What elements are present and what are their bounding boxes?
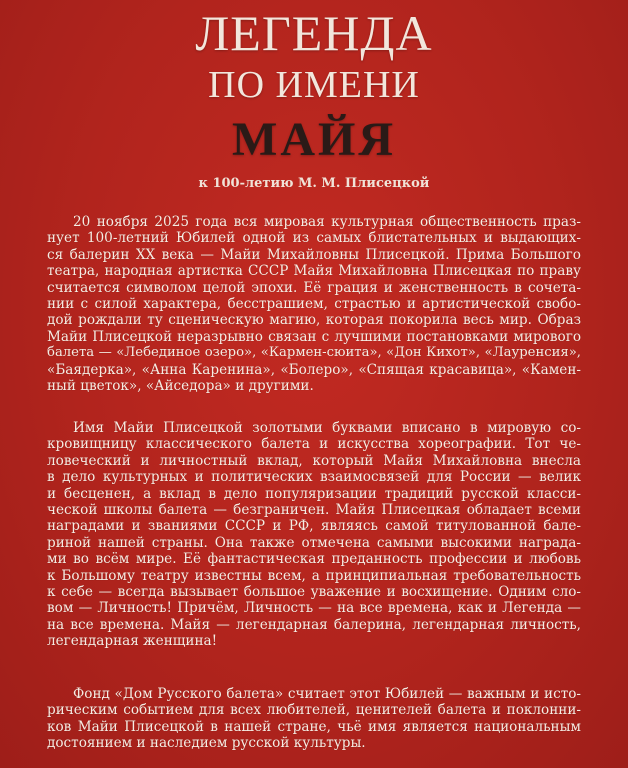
paragraph-line: достоянием и наследием русской культуры. [47, 735, 366, 752]
subtitle: к 100-летию М. М. Плисецкой [198, 176, 430, 191]
paragraph-line: ся балерин XX века — Майи Михайловны Плисецкой. Прима Большого [47, 246, 581, 263]
title-line-1: ЛЕГЕНДА [195, 5, 433, 61]
paragraph-line: Майи Плисецкой неразрывно связан с лучшими постановками мирового [47, 328, 581, 345]
paragraph-line: Фонд «Дом Русского балета» считает этот Юбилей — важным и исто- [73, 686, 581, 702]
paragraph-line: на все времена. Майя — легендарная балерина, легендарная личность, [47, 616, 581, 633]
title-line-3: МАЙЯ [232, 113, 396, 166]
paragraph-line: вом — Личность! Причём, Личность — на все времена, как и Легенда — [47, 600, 581, 617]
paragraph-2 [47, 420, 581, 650]
paragraph-line: ков Майи Плисецкой в нашей стране, чьё имя является национальным [47, 718, 581, 735]
paragraph-line: к Большому театру известны всем, а принципиальная требовательность [47, 567, 581, 584]
paragraph-line: ческой школы балета — безграничен. Майя Плисецкая обладает всеми [47, 502, 581, 519]
paragraph-line: нии с силой характера, бесстрашием, страстью и артистической свобо- [47, 296, 581, 313]
paragraph-line: и бесценен, а вклад в дело популяризации традиций русской класси- [47, 485, 581, 502]
paragraph-line: «Баядерка», «Анна Каренина», «Болеро», «Спящая красавица», «Камен- [47, 361, 581, 378]
paragraph-line: дой рождали ту сценическую магию, которая покорила весь мир. Образ [47, 312, 581, 329]
paragraph-line: ми во всём мире. Её фантастическая преданность профессии и любовь [47, 551, 581, 568]
title-line-2: ПО ИМЕНИ [208, 64, 420, 106]
paragraph-line: в дело культурных и политических взаимосвязей для России — велик [47, 469, 581, 486]
paragraph-line: наградами и званиями СССР и РФ, являясь самой титулованной бале- [47, 518, 581, 535]
paragraph-line: кровищницу классического балета и искусства хореографии. Тот че- [47, 436, 581, 453]
paragraph-line: ловеческий и личностный вклад, который Майя Михайловна внесла [47, 452, 581, 469]
paragraph-line: Имя Майи Плисецкой золотыми буквами вписано в мировую со- [73, 420, 581, 436]
paragraph-3 [47, 686, 581, 752]
paragraph-1 [47, 214, 581, 394]
paragraph-line: риной нашей страны. Она также отмечена самыми высокими награда- [47, 534, 581, 551]
paragraph-line: ный цветок», «Айседора» и другими. [47, 378, 314, 395]
paragraph-line: театра, народная артистка СССР Майя Михайловна Плисецкая по праву [47, 263, 581, 280]
paragraph-line: легендарная женщина! [47, 633, 218, 650]
paragraph-line: балета — «Лебединое озеро», «Кармен-сюита», «Дон Кихот», «Лауренсия», [47, 345, 581, 361]
paragraph-line: 20 ноября 2025 года вся мировая культурная общественность праз- [73, 214, 581, 230]
paragraph-line: нует 100-летний Юбилей одной из самых блистательных и выдающих- [47, 230, 581, 247]
paragraph-line: рическим событием для всех любителей, ценителей балета и поклонни- [47, 702, 581, 719]
paragraph-line: считается символом целой эпохи. Её грация и женственность в сочета- [47, 279, 581, 296]
paragraph-line: к себе — всегда вызывает большое уважение и восхищение. Одним сло- [47, 584, 581, 601]
